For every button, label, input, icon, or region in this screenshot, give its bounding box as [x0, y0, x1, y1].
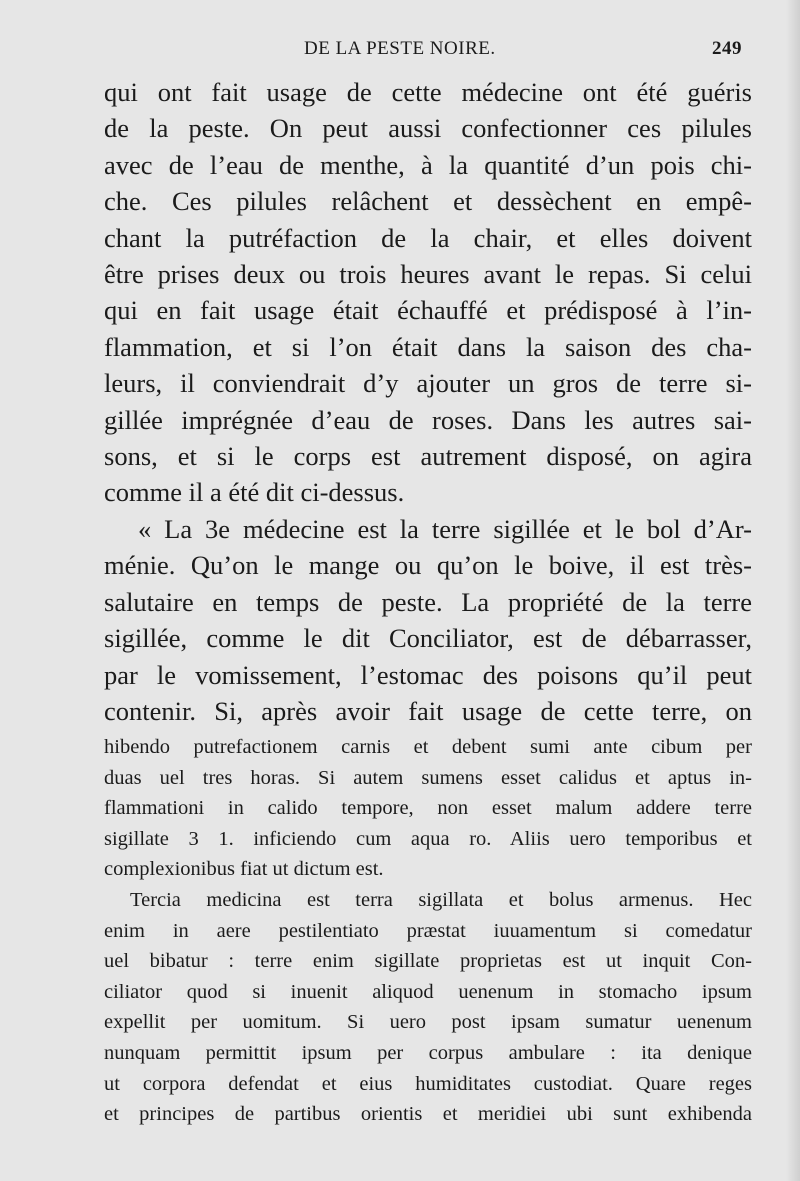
text-line: uel bibatur : terre enim sigillate proprietas est ut inquit Con-: [104, 950, 752, 973]
page-number: 249: [712, 38, 742, 59]
text-line: sigillate 3 1. inficiendo cum aqua ro. Aliis uero temporibus et: [104, 827, 752, 850]
text-line: ciliator quod si inuenit aliquod uenenum in stomacho ipsum: [104, 980, 752, 1003]
text-line: expellit per uomitum. Si uero post ipsam sumatur uenenum: [104, 1011, 752, 1034]
text-line: enim in aere pestilentiato præstat iuuamentum si comedatur: [104, 919, 752, 942]
text-line: nunquam permittit ipsum per corpus ambulare : ita denique: [104, 1041, 752, 1064]
running-header: [0, 38, 800, 64]
text-line: ut corpora defendat et eius humiditates custodiat. Quare reges: [104, 1072, 752, 1095]
text-line: leurs, il conviendrait d’y ajouter un gros de terre si-: [104, 368, 752, 399]
text-line: sigillée, comme le dit Conciliator, est de débarrasser,: [104, 623, 752, 654]
text-line: flammation, et si l’on était dans la saison des cha-: [104, 331, 752, 362]
page-edge: [786, 0, 800, 1181]
text-line: ménie. Qu’on le mange ou qu’on le boive, il est très-: [104, 550, 752, 581]
french-translation-block: [104, 74, 752, 729]
text-line: sons, et si le corps est autrement disposé, on agira: [104, 441, 752, 472]
text-line: duas uel tres horas. Si autem sumens esset calidus et aptus in-: [104, 766, 752, 789]
text-line: comme il a été dit ci-dessus.: [104, 477, 405, 508]
text-line: avec de l’eau de menthe, à la quantité d’un pois chi-: [104, 149, 752, 180]
text-line: gillée imprégnée d’eau de roses. Dans les autres sai-: [104, 404, 752, 435]
text-line: contenir. Si, après avoir fait usage de cette terre, on: [104, 695, 752, 726]
header-title: DE LA PESTE NOIRE.: [304, 38, 496, 59]
text-line: flammationi in calido tempore, non esset malum addere terre: [104, 797, 752, 820]
text-line: Tercia medicina est terra sigillata et bolus armenus. Hec: [130, 888, 752, 911]
text-line: hibendo putrefactionem carnis et debent sumi ante cibum per: [104, 736, 752, 758]
text-line: che. Ces pilules relâchent et dessèchent en empê-: [104, 186, 752, 217]
text-line: par le vomissement, l’estomac des poisons qu’il peut: [104, 659, 752, 690]
text-line: et principes de partibus orientis et meridiei ubi sunt exhibenda: [104, 1103, 752, 1126]
text-line: de la peste. On peut aussi confectionner ces pilules: [104, 113, 752, 144]
text-line: chant la putréfaction de la chair, et elles doivent: [104, 222, 752, 253]
text-line: « La 3e médecine est la terre sigillée et le bol d’Ar-: [138, 513, 752, 544]
text-line: qui ont fait usage de cette médecine ont été guéris: [104, 77, 752, 107]
text-line: être prises deux ou trois heures avant le repas. Si celui: [104, 259, 752, 290]
text-line: salutaire en temps de peste. La propriété de la terre: [104, 586, 752, 617]
text-line: qui en fait usage était échauffé et prédisposé à l’in-: [104, 295, 752, 326]
text-line: complexionibus fiat ut dictum est.: [104, 858, 384, 881]
latin-original-block: [104, 732, 752, 1130]
